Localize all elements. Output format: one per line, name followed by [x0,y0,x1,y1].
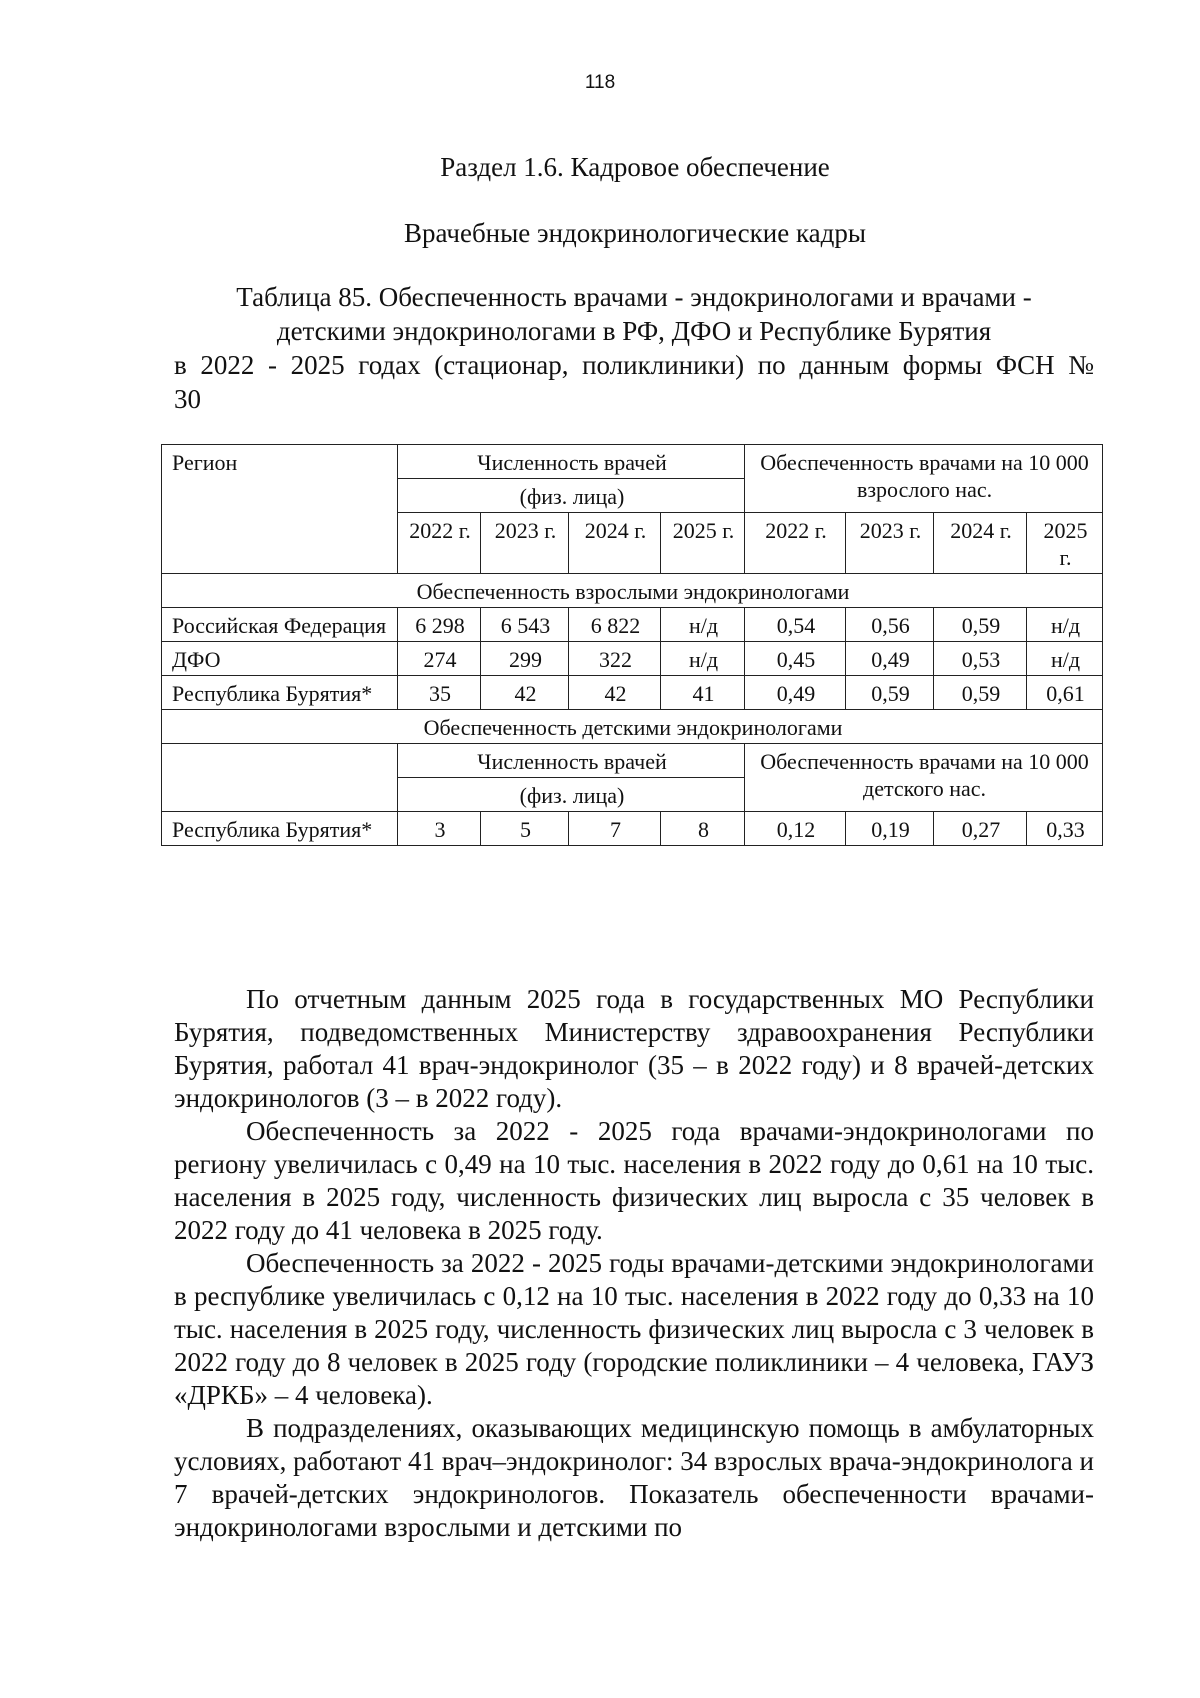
header-year: 2022 г. [745,513,846,574]
table-cell: 0,49 [846,642,934,676]
table-cell: 322 [569,642,661,676]
row-region: ДФО [162,642,398,676]
table-cell: 0,59 [934,676,1027,710]
table-cell: 3 [398,812,481,846]
subsection-title: Врачебные эндокринологические кадры [403,218,867,248]
row-region: Российская Федерация [162,608,398,642]
page-number: 118 [584,72,616,93]
table-cell: 0,59 [934,608,1027,642]
caption-line: детскими эндокринологами в РФ, ДФО и Республике Бурятия [276,316,992,346]
table-cell: 0,33 [1027,812,1103,846]
table-cell: 0,19 [846,812,934,846]
table-cell: 0,49 [745,676,846,710]
header-year: 2025 г. [1027,513,1103,574]
section-title: Раздел 1.6. Кадровое обеспечение [440,152,830,182]
table-caption [174,280,1094,416]
table-cell: 5 [481,812,569,846]
header-year: 2022 г. [398,513,481,574]
table-cell: 274 [398,642,481,676]
table-cell: 6 298 [398,608,481,642]
caption-line: в 2022 - 2025 годах (стационар, поликлиники) по данным формы ФСН № [174,350,1094,380]
caption-line: Таблица 85. Обеспеченность врачами - эндокринологами и врачами - [236,282,1032,312]
table-cell: 0,53 [934,642,1027,676]
table-row [162,608,1103,642]
header-year: 2023 г. [481,513,569,574]
header-count-subtitle: (физ. лица) [398,479,745,513]
table-cell: 299 [481,642,569,676]
paragraph: В подразделениях, оказывающих медицинскую помощь в амбулаторных условиях, работают 41 врач–эндокринолог: 34 взрослых врача-эндокринолога и 7 врачей-детских эндокринологов. Показатель обеспеченности врачами-эндокринологами взрослыми и детскими по [174,1413,1094,1542]
table-cell: 0,56 [846,608,934,642]
child-header-region-empty [162,744,398,812]
table-cell: 0,61 [1027,676,1103,710]
endocrinologist-table [161,444,1103,846]
adult-section-title: Обеспеченность взрослыми эндокринологами [162,574,1103,608]
table-cell: 7 [569,812,661,846]
table-cell: 42 [569,676,661,710]
table-cell: 0,59 [846,676,934,710]
paragraph: По отчетным данным 2025 года в государственных МО Республики Бурятия, подведомственных Министерству здравоохранения Республики Бурятия, работал 41 врач-эндокринолог (35 – в 2022 году) и 8 врачей-детских эндокринологов (3 – в 2022 году). [174,984,1094,1113]
table-section-row [162,710,1103,744]
table-cell: н/д [661,642,745,676]
child-header-ratio-group: Обеспеченность врачами на 10 000 детского нас. [745,744,1103,812]
table-cell: 6 822 [569,608,661,642]
table-row [162,676,1103,710]
table-cell: 0,27 [934,812,1027,846]
child-header-row [162,744,1103,778]
header-year: 2025 г. [661,513,745,574]
paragraph: Обеспеченность за 2022 - 2025 года врачами-эндокринологами по региону увеличилась с 0,49 на 10 тыс. населения в 2022 году до 0,61 на 10 тыс. населения в 2025 году, численность физических лиц выросла с 35 человек в 2022 году до 41 человека в 2025 году. [174,1116,1094,1245]
header-year: 2024 г. [569,513,661,574]
caption-line: 30 [174,384,201,414]
row-region: Республика Бурятия* [162,812,398,846]
table-cell: 8 [661,812,745,846]
table-header-row [162,445,1103,479]
child-section-title: Обеспеченность детскими эндокринологами [162,710,1103,744]
table-cell: 42 [481,676,569,710]
table-cell: 0,45 [745,642,846,676]
child-header-count-subtitle: (физ. лица) [398,778,745,812]
header-count-group: Численность врачей [398,445,745,479]
table-cell: н/д [1027,642,1103,676]
table-row [162,642,1103,676]
table-cell: н/д [1027,608,1103,642]
table-section-row [162,574,1103,608]
header-ratio-group: Обеспеченность врачами на 10 000 взрослого нас. [745,445,1103,513]
header-region: Регион [162,445,398,574]
table-cell: 41 [661,676,745,710]
header-year: 2024 г. [934,513,1027,574]
table-cell: 35 [398,676,481,710]
table-cell: 0,54 [745,608,846,642]
body-text [174,983,1094,1544]
header-year: 2023 г. [846,513,934,574]
table-cell: 6 543 [481,608,569,642]
row-region: Республика Бурятия* [162,676,398,710]
paragraph: Обеспеченность за 2022 - 2025 годы врачами-детскими эндокринологами в республике увеличилась с 0,12 на 10 тыс. населения в 2022 году до 0,33 на 10 тыс. населения в 2025 году, численность физических лиц выросла с 3 человек в 2022 году до 8 человек в 2025 году (городские поликлиники – 4 человека, ГАУЗ «ДРКБ» – 4 человека). [174,1248,1094,1410]
child-header-count-group: Численность врачей [398,744,745,778]
table-cell: н/д [661,608,745,642]
table-cell: 0,12 [745,812,846,846]
table-row [162,812,1103,846]
